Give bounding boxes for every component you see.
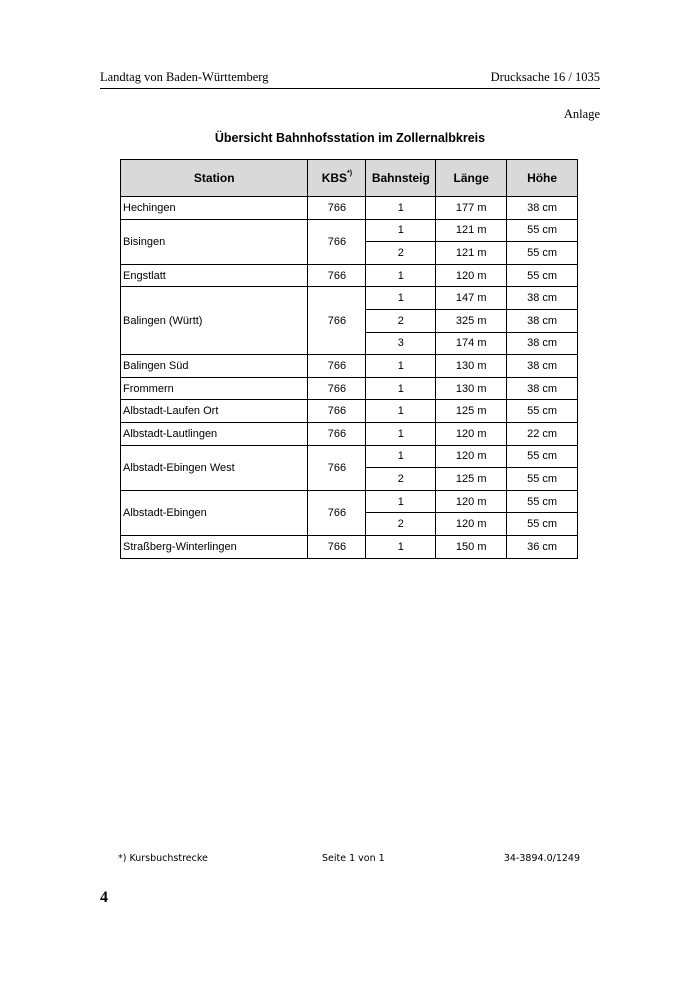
laenge-cell: 150 m	[436, 535, 507, 558]
bahnsteig-cell: 2	[366, 468, 436, 491]
hoehe-cell: 55 cm	[507, 468, 578, 491]
station-cell: Engstlatt	[121, 264, 308, 287]
table-row	[121, 400, 578, 423]
header-laenge: Länge	[436, 160, 507, 197]
bahnsteig-cell: 1	[366, 264, 436, 287]
hoehe-cell: 55 cm	[507, 490, 578, 513]
table-row	[121, 490, 578, 513]
station-cell: Straßberg-Winterlingen	[121, 535, 308, 558]
laenge-cell: 130 m	[436, 377, 507, 400]
header-bahnsteig: Bahnsteig	[366, 160, 436, 197]
table-row	[121, 445, 578, 468]
hoehe-cell: 55 cm	[507, 242, 578, 265]
bahnsteig-cell: 1	[366, 197, 436, 220]
header-kbs-label: KBS	[321, 171, 348, 185]
bahnsteig-cell: 1	[366, 400, 436, 423]
hoehe-cell: 38 cm	[507, 377, 578, 400]
laenge-cell: 174 m	[436, 332, 507, 355]
document-title: Übersicht Bahnhofsstation im Zollernalbkreis	[214, 131, 486, 145]
laenge-cell: 121 m	[436, 242, 507, 265]
laenge-cell: 120 m	[436, 264, 507, 287]
hoehe-cell: 36 cm	[507, 535, 578, 558]
hoehe-cell: 55 cm	[507, 264, 578, 287]
hoehe-cell: 55 cm	[507, 219, 578, 242]
station-cell: Albstadt-Ebingen	[121, 490, 308, 535]
stations-table	[120, 159, 578, 559]
station-cell: Hechingen	[121, 197, 308, 220]
bahnsteig-cell: 1	[366, 355, 436, 378]
station-cell: Bisingen	[121, 219, 308, 264]
header-station: Station	[121, 160, 308, 197]
table-row	[121, 264, 578, 287]
table-row	[121, 219, 578, 242]
bahnsteig-cell: 2	[366, 242, 436, 265]
laenge-cell: 120 m	[436, 513, 507, 536]
table-body	[121, 197, 578, 559]
hoehe-cell: 38 cm	[507, 332, 578, 355]
kbs-cell: 766	[308, 264, 366, 287]
station-cell: Albstadt-Laufen Ort	[121, 400, 308, 423]
header-kbs	[308, 160, 366, 197]
bahnsteig-cell: 2	[366, 309, 436, 332]
table-header-row	[121, 160, 578, 197]
bahnsteig-cell: 3	[366, 332, 436, 355]
hoehe-cell: 38 cm	[507, 309, 578, 332]
station-cell: Albstadt-Ebingen West	[121, 445, 308, 490]
kbs-cell: 766	[308, 490, 366, 535]
bahnsteig-cell: 1	[366, 445, 436, 468]
bahnsteig-cell: 1	[366, 535, 436, 558]
bahnsteig-cell: 1	[366, 422, 436, 445]
footer-ref: 34-3894.0/1249	[503, 853, 580, 864]
kbs-cell: 766	[308, 535, 366, 558]
bahnsteig-cell: 1	[366, 219, 436, 242]
page-header	[100, 70, 600, 89]
laenge-cell: 325 m	[436, 309, 507, 332]
kbs-cell: 766	[308, 197, 366, 220]
laenge-cell: 125 m	[436, 400, 507, 423]
kbs-cell: 766	[308, 445, 366, 490]
station-cell: Balingen Süd	[121, 355, 308, 378]
table-row	[121, 197, 578, 220]
anlage-label: Anlage	[563, 107, 600, 121]
laenge-cell: 130 m	[436, 355, 507, 378]
kbs-cell: 766	[308, 422, 366, 445]
hoehe-cell: 55 cm	[507, 513, 578, 536]
kbs-cell: 766	[308, 287, 366, 355]
station-cell: Frommern	[121, 377, 308, 400]
station-cell: Balingen (Württ)	[121, 287, 308, 355]
header-right: Drucksache 16 / 1035	[490, 70, 600, 84]
bahnsteig-cell: 1	[366, 287, 436, 310]
header-kbs-footnote: *)	[347, 170, 353, 177]
laenge-cell: 120 m	[436, 445, 507, 468]
bahnsteig-cell: 1	[366, 377, 436, 400]
header-left: Landtag von Baden-Württemberg	[100, 70, 269, 84]
laenge-cell: 125 m	[436, 468, 507, 491]
header-hoehe: Höhe	[507, 160, 578, 197]
table-row	[121, 422, 578, 445]
kbs-cell: 766	[308, 219, 366, 264]
bahnsteig-cell: 2	[366, 513, 436, 536]
kbs-cell: 766	[308, 355, 366, 378]
footer-page: Seite 1 von 1	[322, 853, 385, 864]
bahnsteig-cell: 1	[366, 490, 436, 513]
hoehe-cell: 55 cm	[507, 445, 578, 468]
table-row	[121, 535, 578, 558]
laenge-cell: 121 m	[436, 219, 507, 242]
table-row	[121, 377, 578, 400]
laenge-cell: 120 m	[436, 422, 507, 445]
hoehe-cell: 38 cm	[507, 355, 578, 378]
hoehe-cell: 38 cm	[507, 197, 578, 220]
footer-note: *) Kursbuchstrecke	[118, 853, 208, 864]
station-cell: Albstadt-Lautlingen	[121, 422, 308, 445]
page-number: 4	[100, 889, 108, 906]
laenge-cell: 120 m	[436, 490, 507, 513]
hoehe-cell: 55 cm	[507, 400, 578, 423]
table-row	[121, 355, 578, 378]
hoehe-cell: 38 cm	[507, 287, 578, 310]
laenge-cell: 147 m	[436, 287, 507, 310]
kbs-cell: 766	[308, 377, 366, 400]
table-row	[121, 287, 578, 310]
hoehe-cell: 22 cm	[507, 422, 578, 445]
laenge-cell: 177 m	[436, 197, 507, 220]
kbs-cell: 766	[308, 400, 366, 423]
